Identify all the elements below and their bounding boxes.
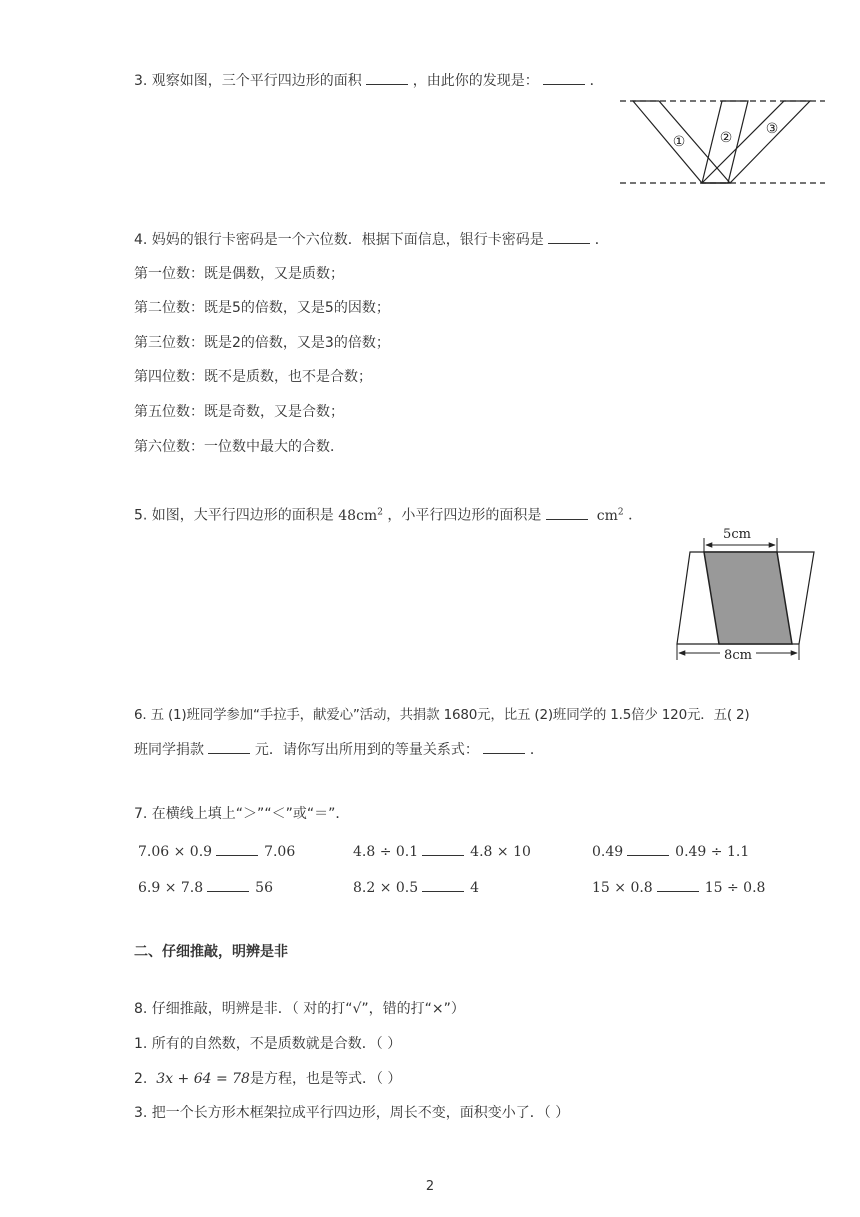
q4-line-3: 第三位数：既是2的倍数，又是3的倍数； [134, 335, 390, 351]
q6-blank-1[interactable] [208, 739, 250, 754]
q3-text-before: 3. 观察如图，三个平行四边形的面积 [134, 73, 362, 89]
q5-unit: $cm^2$ [596, 507, 624, 524]
q5-text-middle: ，小平行四边形的面积是 [387, 507, 542, 524]
q5-top-label: 5cm [723, 527, 751, 542]
q4-line-4: 第四位数：既不是质数，也不是合数； [134, 369, 372, 385]
q7-item-4: 6.9 × 7.8 56 [138, 877, 273, 898]
q5-small-parallelogram [704, 552, 792, 644]
q4-line-6: 第六位数：一位数中最大的合数． [134, 439, 344, 455]
q7-blank-3[interactable] [627, 841, 669, 856]
q4-line-2: 第二位数：既是5的倍数，又是5的因数； [134, 300, 390, 316]
q3-label-3: ③ [765, 121, 779, 137]
q4-stem-before: 4. 妈妈的银行卡密码是一个六位数．根据下面信息，银行卡密码是 [134, 232, 544, 248]
q5-text-after: ． [628, 507, 643, 524]
q8-equation: 3x + 64 = 78 [156, 1071, 250, 1087]
q6-line-2 [134, 739, 544, 760]
q7-item-3: 0.49 0.49 ÷ 1.1 [592, 841, 749, 862]
q6-line2-after: ． [529, 742, 544, 758]
section-2-heading: 二、仔细推敲，明辨是非 [134, 944, 288, 960]
q5-bottom-label: 8cm [724, 648, 752, 663]
page-number: 2 [425, 1179, 435, 1194]
q6-blank-2[interactable] [483, 739, 525, 754]
q3-text-after: ． [589, 73, 604, 89]
q6-line2-middle: 元．请你写出所用到的等量关系式： [254, 742, 479, 758]
q7-item-5: 8.2 × 0.5 4 [353, 877, 479, 898]
q7-item-1: 7.06 × 0.9 7.06 [138, 841, 295, 862]
q7-blank-5[interactable] [422, 877, 464, 892]
q4-stem-after: ． [594, 232, 609, 248]
q4-line-5: 第五位数：既是奇数，又是合数； [134, 404, 344, 420]
q3-label-1: ① [672, 134, 686, 150]
q4-line-1: 第一位数：既是偶数，又是质数； [134, 266, 344, 282]
q3-text-middle: ，由此你的发现是： [412, 73, 539, 89]
q5-text-before: 5. 如图，大平行四边形的面积是 [134, 507, 334, 524]
q7-blank-6[interactable] [657, 877, 699, 892]
q5-area: $48cm^2$ [338, 507, 383, 524]
q6-line2-before: 班同学捐款 [134, 742, 204, 758]
q7-blank-2[interactable] [422, 841, 464, 856]
q6-line-1: 6. 五 (1)班同学参加“手拉手，献爱心”活动，共捐款 1680元，比五 (2)班同学的 1.5倍少 120元．五( 2) [134, 707, 750, 723]
q7-blank-1[interactable] [216, 841, 258, 856]
q3-label-2: ② [719, 130, 733, 146]
q8-stem: 8. 仔细推敲，明辨是非．（ 对的打“√”，错的打“×”） [134, 1001, 465, 1017]
q7-blank-4[interactable] [207, 877, 249, 892]
q8-statement-3: 3. 把一个长方形木框架拉成平行四边形，周长不变，面积变小了．（ ） [134, 1105, 570, 1121]
q7-stem: 7. 在横线上填上“＞”“＜”或“＝”． [134, 806, 350, 822]
q8-statement-2: 2. 3x + 64 = 78是方程，也是等式．（ ） [134, 1071, 402, 1087]
q8-statement-1: 1. 所有的自然数，不是质数就是合数．（ ） [134, 1036, 402, 1052]
q7-item-2: 4.8 ÷ 0.1 4.8 × 10 [353, 841, 531, 862]
q7-item-6: 15 × 0.8 15 ÷ 0.8 [592, 877, 765, 898]
